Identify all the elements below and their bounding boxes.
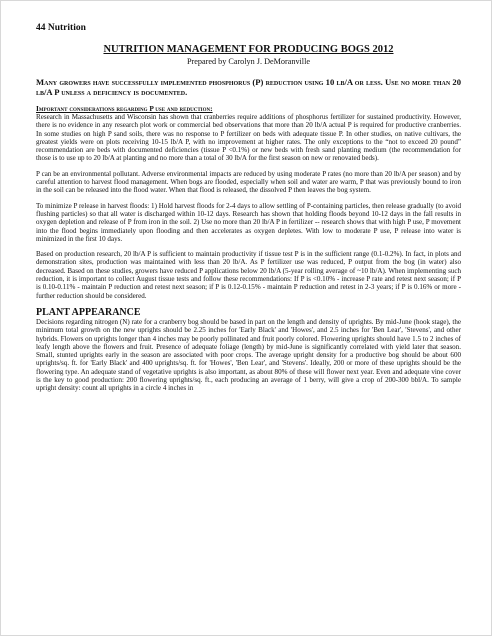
paragraph-p-requirement: Research in Massachusetts and Wisconsin has shown that cranberries require additions of phosphorus fertilizer for sustained productivity. However, there is no evidence in any research plot work or commercial bed observations that more than 20 lb/A actual P is required for productive cranberries. In some studies on high P sand soils, there was no response to P fertilizer on beds with adequate tissue P. In other studies, on native cultivars, the greatest yields were on plots receiving 10-15 lb/A P, with no improvement at higher rates. The only exceptions to the “not to exceed 20 pound” recommendation are beds with documented deficiencies (tissue P <0.1%) or new beds with fresh sand planting medium (the recommendation for those is to use up to 20 lb/A at planting and no more than a total of 30 lb/A for the first season on new or renovated beds).: [36, 113, 461, 163]
page-content: [36, 23, 461, 393]
paragraph-production-research: Based on production research, 20 lb/A P is sufficient to maintain productivity if tissue test P is in the sufficient range (0.1-0.2%). In fact, in plots and demonstration sites, production was maintained with less than 20 lb/A. As P fertilizer use was reduced, P output from the bog (in water) also decreased. Based on these studies, growers have reduced P applications below 20 lb/A (5-year rolling average of ~10 lb/A). When implementing such reduction, it is important to collect August tissue tests and follow these recommendations: If P is <0.10% - increase P rate and retest next season; if P is 0.10-0.11% - maintain P reduction and retest next season; if P is 0.12-0.15% - maintain P reduction and retest in 2-3 years; if P is 0.16% or more - further reduction should be considered.: [36, 250, 461, 300]
paragraph-p-pollutant: P can be an environmental pollutant. Adverse environmental impacts are reduced by using moderate P rates (no more than 20 lb/A per season) and by careful attention to harvest flood management. When bogs are flooded, especially when soil and water are warm, P that was previously bound to iron in the soil can be released into the flood water. When that flood is released, the dissolved P then leaves the bog system.: [36, 169, 461, 195]
byline: Prepared by Carolyn J. DeMoranville: [186, 57, 310, 66]
lead-statement: Many growers have successfully implemented phosphorus (P) reduction using 10 lb/A or less. Use no more than 20 lb/A P unless a deficiency is documented.: [36, 77, 461, 97]
section-heading-plant-appearance: PLANT APPEARANCE: [36, 306, 141, 318]
section-heading-p-considerations: Important considerations regarding P use and reduction:: [36, 104, 213, 113]
paragraph-plant-appearance: Decisions regarding nitrogen (N) rate for a cranberry bog should be based in part on the length and density of uprights. By mid-June (hook stage), the minimum total growth on the new uprights should be 2.25 inches for 'Early Black' and 'Howes', and 2.5 inches for 'Ben Lear', 'Stevens', and other hybrids. Flowers on uprights longer than 4 inches may be poorly pollinated and fruit poorly colored. Flowering uprights should have 1.5 to 2 inches of leafy length above the flowers and fruit. Presence of adequate foliage (length) by mid-June is significantly correlated with yield later that season. Small, stunted uprights early in the season are associated with poor crops. The average upright density for a productive bog should be about 600 uprights/sq. ft. for 'Early Black' and 400 uprights/sq. ft. for 'Howes', 'Ben Lear', and 'Stevens'. Ideally, 200 or more of these uprights should be the flowering type. An adequate stand of vegetative uprights is also important, as about 80% of these will flower next year. Even and adequate vine cover is the key to good production: 200 flowering uprights/sq. ft., each producing an average of 1 berry, will give a crop of 200-300 bbl/A. To sample upright density: count all uprights in a circle 4 inches in: [36, 317, 461, 393]
page-title: NUTRITION MANAGEMENT FOR PRODUCING BOGS 2012: [103, 44, 394, 55]
paragraph-harvest-floods: To minimize P release in harvest floods: 1) Hold harvest floods for 2-4 days to allow settling of P-containing particles, then release gradually (to avoid flushing particles) so that all water is discharged within 10-12 days. Research has shown that holding floods beyond 10-12 days in the fall results in oxygen depletion and release of P from iron in the soil. 2) Use no more than 20 lb/A P in fertilizer -- research shows that with high P use, P movement into the flood begins immediately upon flooding and then accelerates as oxygen depletes. With low to moderate P use, P release into water is minimized in the first 10 days.: [36, 201, 461, 243]
running-head: 44 Nutrition: [36, 23, 86, 33]
